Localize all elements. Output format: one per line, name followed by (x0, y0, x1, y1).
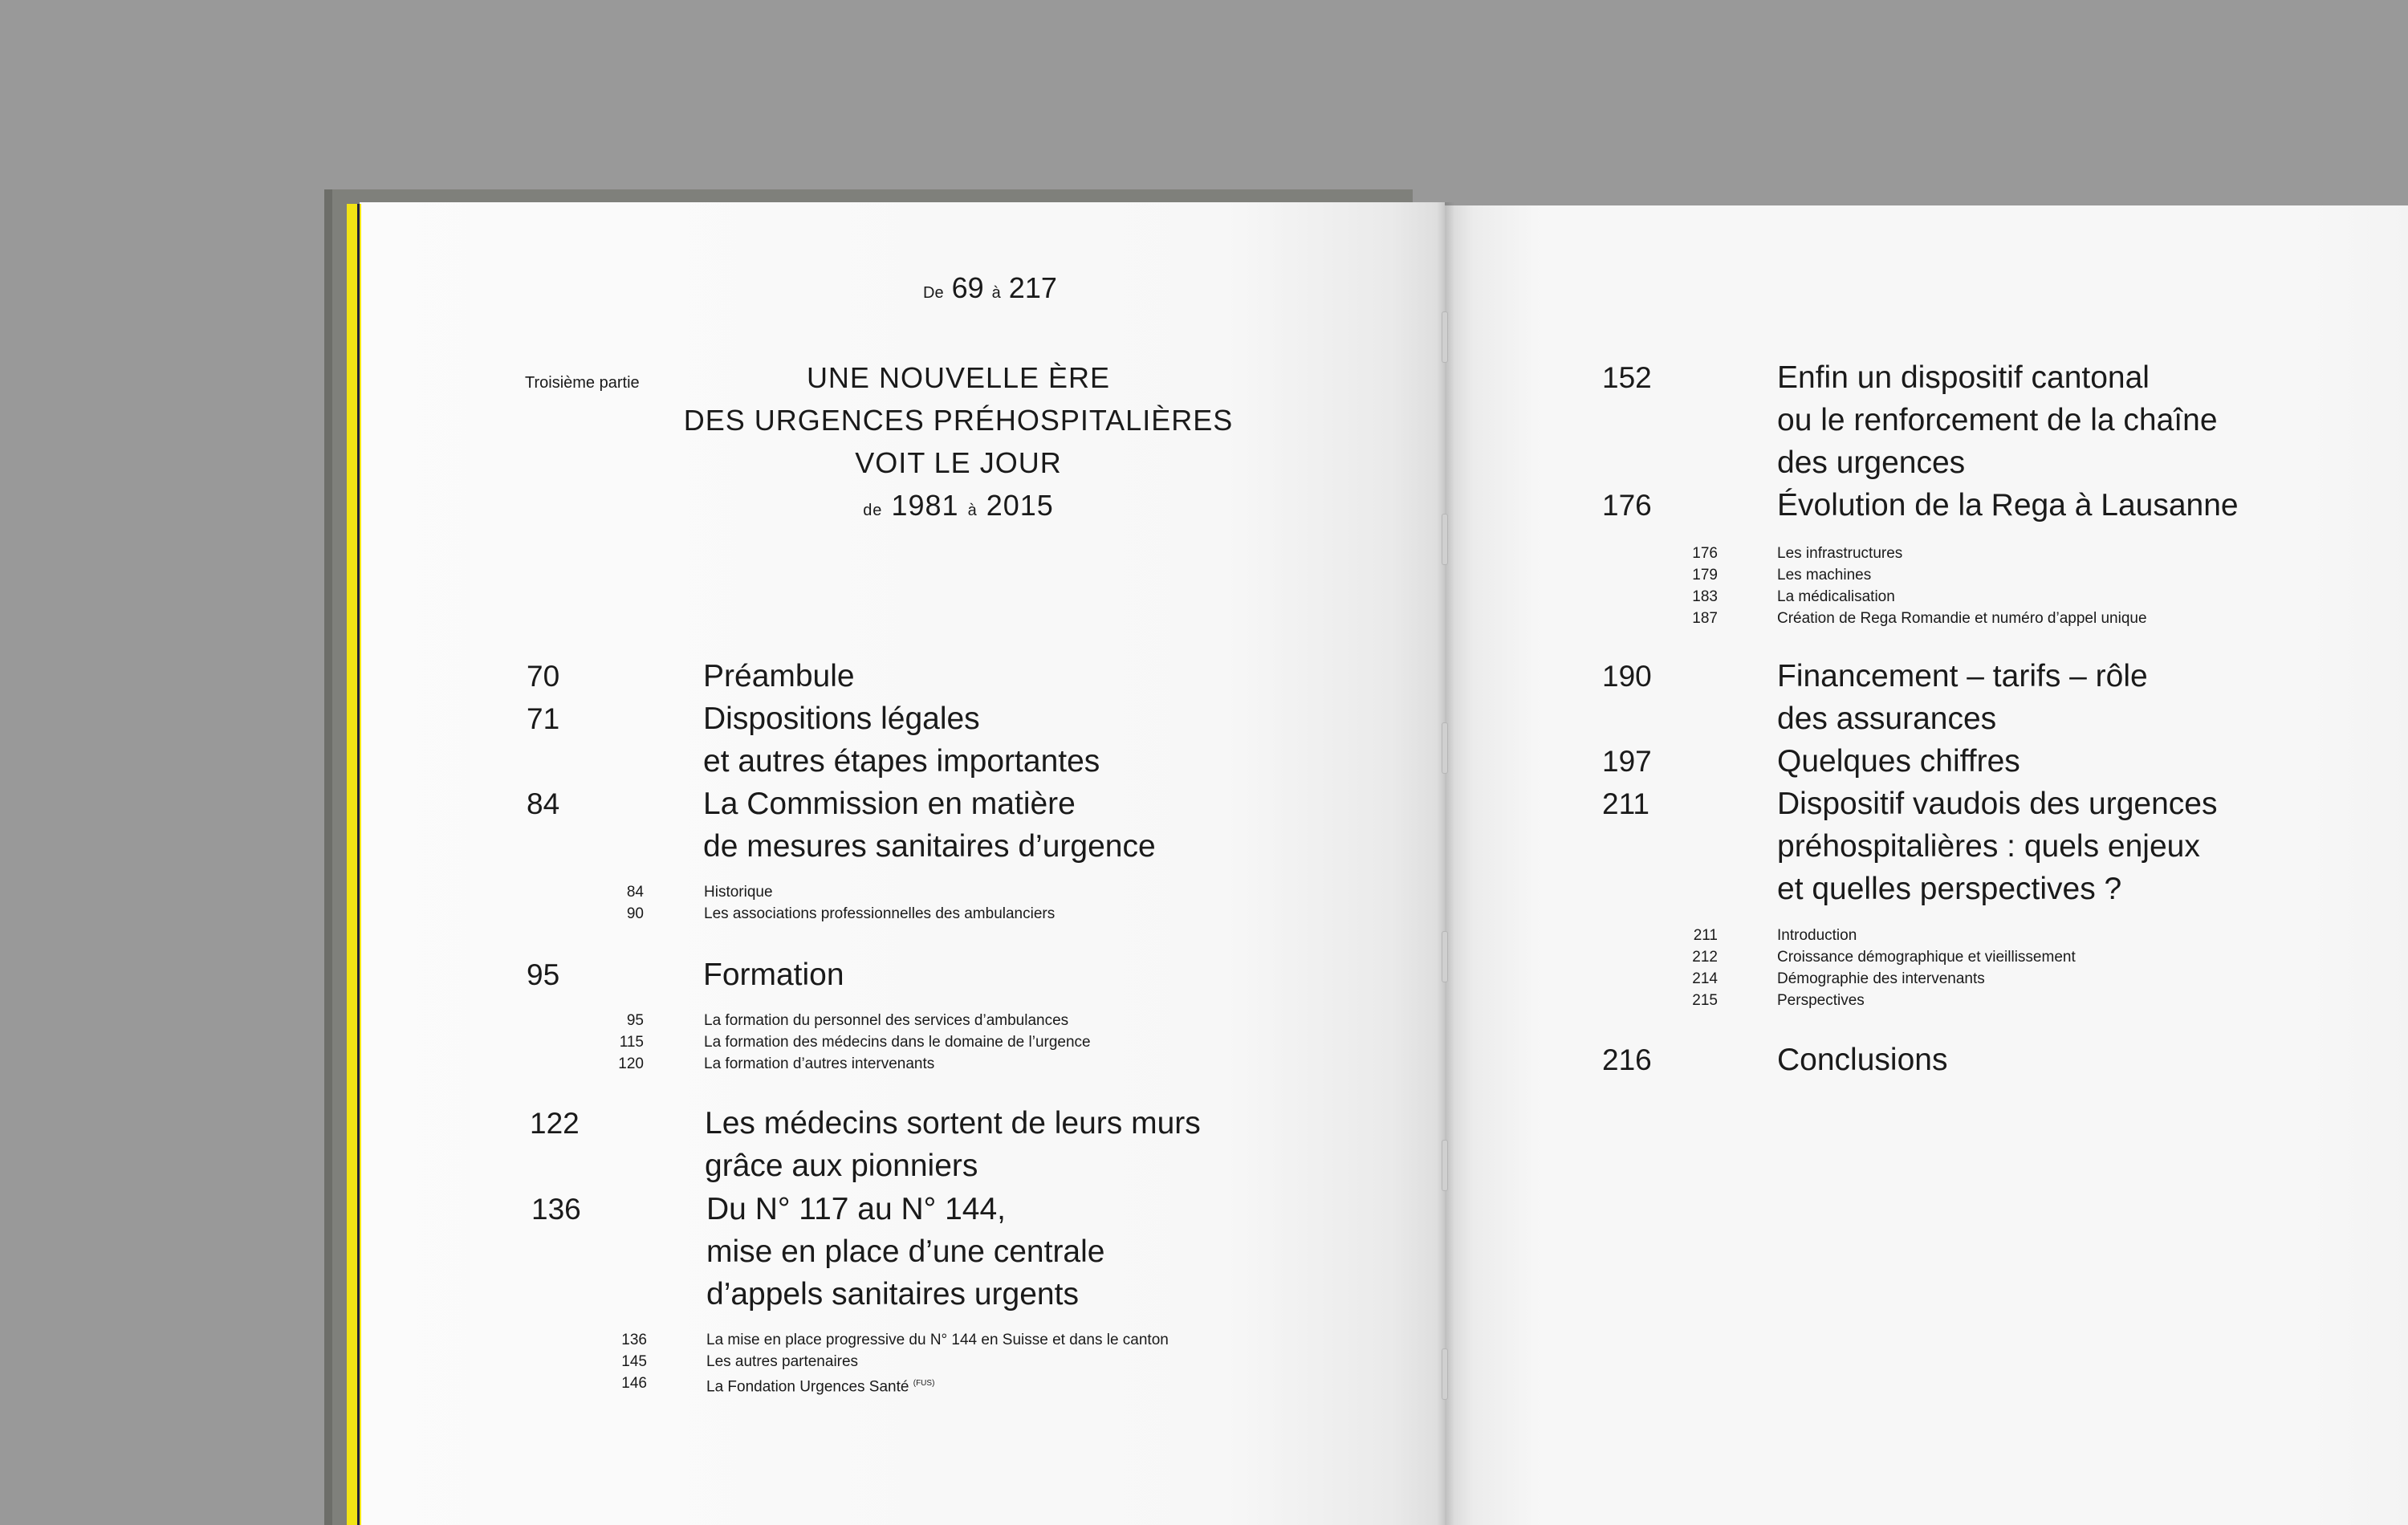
toc-sub-title[interactable]: La formation des médecins dans le domaine de l’urgence (704, 1034, 1091, 1051)
dates-mid: à (967, 502, 978, 519)
toc-sub-title-text: La Fondation Urgences Santé (706, 1378, 909, 1396)
toc-sub-page: 120 (618, 1055, 644, 1072)
toc-entry-title[interactable]: Formation (703, 958, 844, 992)
toc-entry-title[interactable]: grâce aux pionniers (705, 1149, 978, 1183)
toc-sub-title[interactable]: La médicalisation (1777, 588, 1895, 605)
range-mid: à (991, 284, 1001, 302)
toc-sub-page: 84 (626, 884, 644, 901)
dates-from: 1981 (891, 489, 959, 522)
toc-sub-page: 95 (626, 1012, 644, 1029)
toc-sub-title[interactable]: Introduction (1777, 927, 1857, 944)
toc-page-number: 216 (1602, 1043, 1652, 1076)
toc-entry-title[interactable]: d’appels sanitaires urgents (706, 1277, 1079, 1312)
binding-stitch (1442, 931, 1448, 982)
toc-sub-page: 187 (1692, 610, 1718, 627)
toc-sub-page: 215 (1692, 992, 1718, 1009)
page-gutter (1437, 202, 1454, 1525)
range-to: 217 (1008, 271, 1057, 304)
section-heading-line: UNE NOUVELLE ÈRE (806, 361, 1111, 394)
toc-sub-title[interactable]: Les infrastructures (1777, 545, 1903, 562)
toc-entry-title[interactable]: Dispositions légales (703, 702, 980, 736)
binding-stitch (1442, 311, 1448, 363)
toc-page-number: 190 (1602, 660, 1652, 693)
toc-entry-title[interactable]: et quelles perspectives ? (1777, 872, 2122, 906)
toc-sub-page: 136 (621, 1332, 647, 1348)
toc-entry-title[interactable]: mise en place d’une centrale (706, 1234, 1105, 1269)
toc-sub-title[interactable]: Croissance démographique et vieillissement (1777, 949, 2076, 966)
toc-entry-title[interactable]: de mesures sanitaires d’urgence (703, 829, 1156, 864)
toc-sub-title[interactable]: La formation du personnel des services d’ambulances (704, 1012, 1069, 1029)
toc-entry-title[interactable]: préhospitalières : quels enjeux (1777, 829, 2200, 864)
toc-sub-title[interactable]: Perspectives (1777, 992, 1865, 1009)
toc-page-number: 95 (527, 958, 560, 991)
toc-sub-page: 115 (619, 1034, 644, 1051)
toc-sub-title[interactable]: Création de Rega Romandie et numéro d’appel unique (1777, 610, 2147, 627)
toc-sub-page: 145 (621, 1353, 647, 1370)
toc-entry-title[interactable]: La Commission en matière (703, 787, 1076, 821)
toc-sub-title[interactable] (706, 1372, 934, 1397)
toc-sub-page: 183 (1692, 588, 1718, 605)
binding-stitch (1442, 1140, 1448, 1191)
dates-to: 2015 (986, 489, 1054, 522)
toc-entry-title[interactable]: Du N° 117 au N° 144, (706, 1192, 1007, 1226)
toc-sub-title[interactable]: Historique (704, 884, 773, 901)
toc-entry-title[interactable]: ou le renforcement de la chaîne (1777, 403, 2218, 437)
range-prefix: De (923, 284, 944, 302)
toc-page-number: 211 (1602, 787, 1649, 820)
toc-page-number: 136 (531, 1193, 581, 1226)
book-cover-edge (324, 189, 332, 1525)
binding-stitch (1442, 722, 1448, 774)
toc-page-number: 84 (527, 787, 560, 820)
toc-entry-title[interactable]: Dispositif vaudois des urgences (1777, 787, 2218, 821)
toc-sub-title[interactable]: Les machines (1777, 567, 1872, 584)
toc-page-number: 71 (527, 702, 560, 735)
toc-page-number: 152 (1602, 361, 1652, 394)
range-from: 69 (951, 271, 984, 304)
toc-sub-page: 179 (1692, 567, 1718, 584)
section-heading-line: DES URGENCES PRÉHOSPITALIÈRES (683, 404, 1234, 437)
toc-page-number: 122 (530, 1107, 580, 1140)
toc-entry-title[interactable]: Préambule (703, 659, 855, 693)
binding-stitch (1442, 514, 1448, 565)
toc-sub-superscript: (FUS) (913, 1379, 935, 1388)
toc-sub-page: 146 (621, 1375, 647, 1392)
toc-entry-title[interactable]: Quelques chiffres (1777, 744, 2020, 779)
toc-entry-title[interactable]: Les médecins sortent de leurs murs (705, 1106, 1201, 1141)
toc-entry-title[interactable]: Conclusions (1777, 1043, 1948, 1077)
endpaper-edge-line (357, 204, 360, 1525)
toc-sub-page: 212 (1692, 949, 1718, 966)
toc-sub-page: 214 (1692, 970, 1718, 987)
toc-entry-title[interactable]: Enfin un dispositif cantonal (1777, 360, 2150, 395)
toc-entry-title[interactable]: des assurances (1777, 702, 1997, 736)
toc-page-number: 70 (527, 660, 560, 693)
binding-stitch (1442, 1348, 1448, 1400)
toc-sub-title[interactable]: Les autres partenaires (706, 1353, 859, 1370)
toc-entry-title[interactable]: Évolution de la Rega à Lausanne (1777, 488, 2239, 523)
toc-entry-title[interactable]: des urgences (1777, 445, 1966, 480)
toc-sub-page: 211 (1693, 927, 1718, 944)
toc-sub-title[interactable]: La formation d’autres intervenants (704, 1055, 935, 1072)
toc-page-number: 176 (1602, 489, 1652, 522)
section-heading-line: VOIT LE JOUR (855, 446, 1062, 479)
toc-entry-title[interactable]: et autres étapes importantes (703, 744, 1100, 779)
toc-sub-title[interactable]: La mise en place progressive du N° 144 en Suisse et dans le canton (706, 1332, 1169, 1348)
toc-sub-page: 176 (1692, 545, 1718, 562)
toc-entry-title[interactable]: Financement – tarifs – rôle (1777, 659, 2148, 693)
toc-page-number: 197 (1602, 745, 1652, 778)
toc-sub-page: 90 (626, 905, 644, 922)
page-range-header (923, 268, 1057, 313)
toc-sub-title[interactable]: Les associations professionnelles des ambulanciers (704, 905, 1056, 922)
part-label: Troisième partie (525, 374, 640, 392)
dates-prefix: de (863, 502, 883, 519)
toc-sub-title[interactable]: Démographie des intervenants (1777, 970, 1985, 987)
section-dates (637, 484, 1279, 532)
